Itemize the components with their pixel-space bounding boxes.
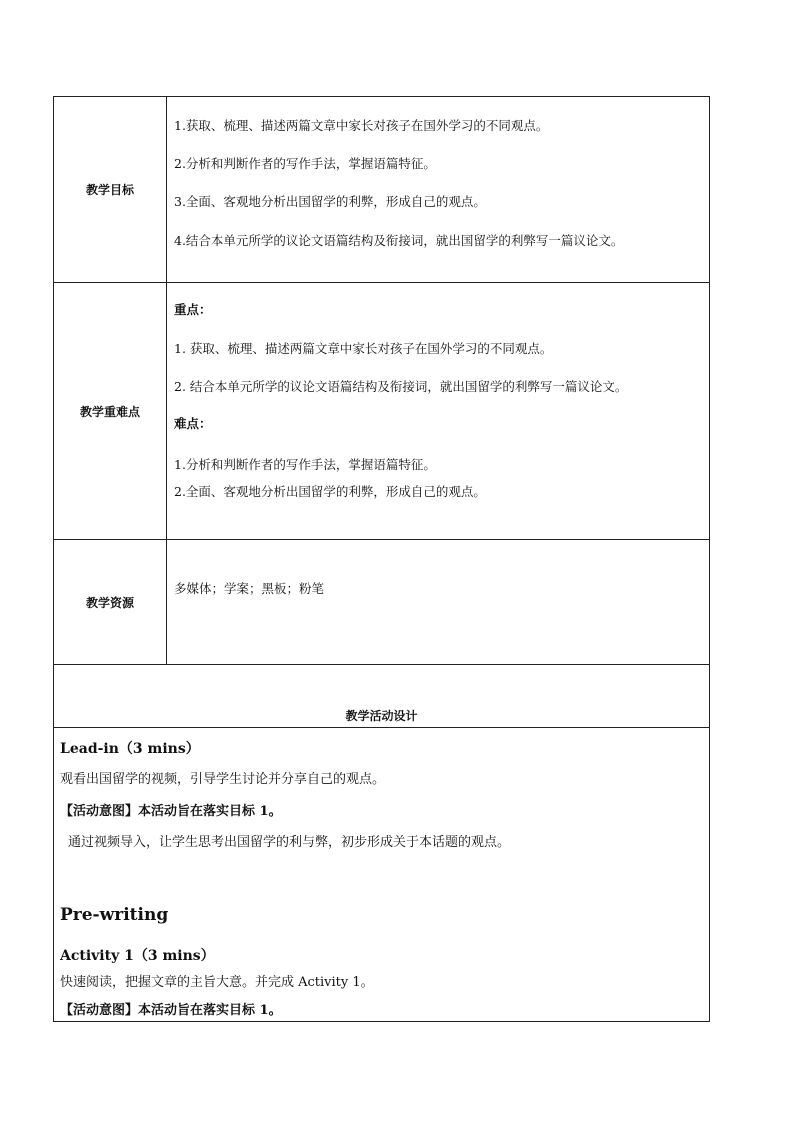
objective-item-1: 1.获取、梳理、描述两篇文章中家长对孩子在国外学习的不同观点。 — [174, 118, 549, 133]
lead-in-note: 通过视频导入，让学生思考出国留学的利与弊，初步形成关于本话题的观点。 — [68, 835, 511, 850]
resources-content — [174, 540, 701, 664]
key-item-2: 2. 结合本单元所学的议论文语篇结构及衔接词，就出国留学的利弊写一篇议论文。 — [174, 379, 628, 394]
lesson-plan-table — [53, 96, 710, 1022]
activity-1-intent: 【活动意图】本活动旨在落实目标 1。 — [60, 1003, 282, 1018]
lead-in-heading: Lead-in（3 mins） — [60, 741, 200, 757]
resources-text: 多媒体；学案；黑板；粉笔 — [174, 581, 325, 596]
activity-content — [54, 728, 709, 1021]
key-item-1: 1. 获取、梳理、描述两篇文章中家长对孩子在国外学习的不同观点。 — [174, 341, 553, 356]
resources-row — [54, 540, 709, 665]
resources-label: 教学资源 — [54, 540, 167, 664]
objective-item-3: 3.全面、客观地分析出国留学的利弊，形成自己的观点。 — [174, 194, 486, 209]
objectives-row — [54, 97, 709, 283]
objective-item-2: 2.分析和判断作者的写作手法，掌握语篇特征。 — [174, 156, 436, 171]
objective-item-4: 4.结合本单元所学的议论文语篇结构及衔接词，就出国留学的利弊写一篇议论文。 — [174, 233, 624, 248]
lead-in-intent: 【活动意图】本活动旨在落实目标 1。 — [60, 804, 282, 819]
key-heading: 重点： — [174, 302, 212, 317]
lead-in-text: 观看出国留学的视频，引导学生讨论并分享自己的观点。 — [60, 772, 386, 787]
activity-1-text: 快速阅读，把握文章的主旨大意。并完成 Activity 1。 — [60, 975, 374, 990]
objectives-content — [174, 97, 701, 282]
key-points-label: 教学重难点 — [54, 283, 167, 539]
pre-writing-heading: Pre-writing — [60, 905, 169, 925]
activity-design-title: 教学活动设计 — [345, 709, 418, 723]
key-points-content — [174, 283, 701, 539]
activity-1-heading: Activity 1（3 mins） — [60, 948, 215, 964]
difficult-heading: 难点： — [174, 416, 212, 431]
objectives-label: 教学目标 — [54, 97, 167, 282]
key-points-row — [54, 283, 709, 540]
activity-design-header-row — [54, 665, 709, 728]
difficult-item-2: 2.全面、客观地分析出国留学的利弊，形成自己的观点。 — [174, 484, 486, 499]
difficult-item-1: 1.分析和判断作者的写作手法，掌握语篇特征。 — [174, 457, 436, 472]
